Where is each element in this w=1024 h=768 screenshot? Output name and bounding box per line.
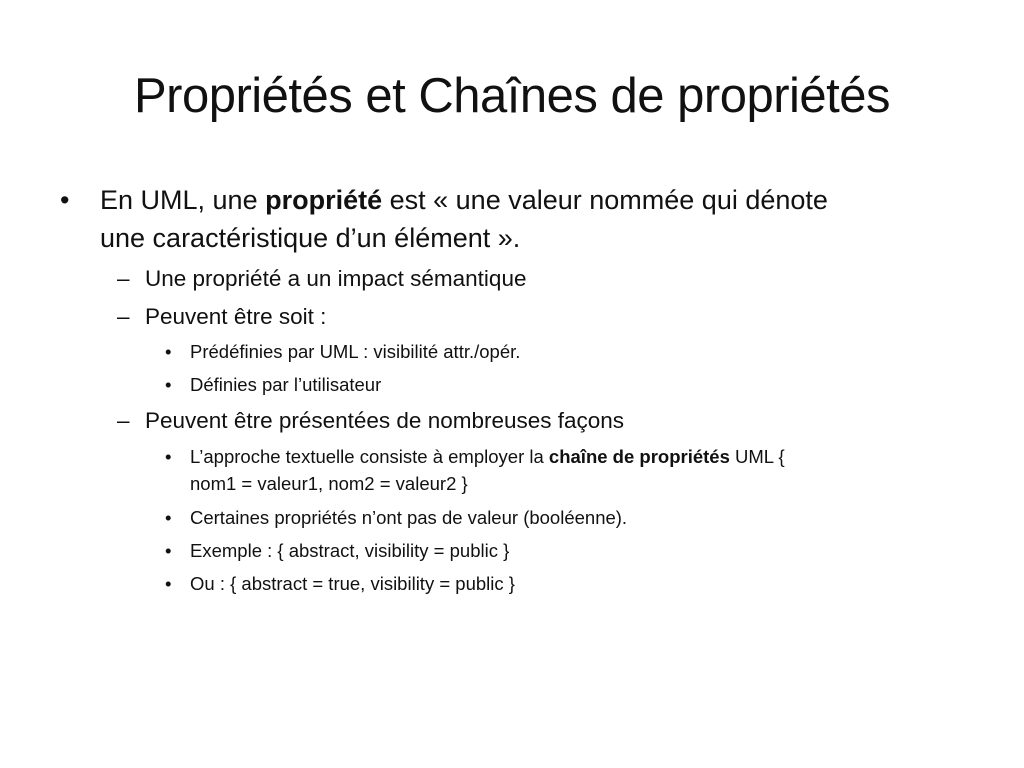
dash-marker: – — [117, 266, 130, 291]
dash-marker: – — [117, 304, 130, 329]
bullet-l2-impact: Une propriété a un impact sémantique — [145, 266, 527, 291]
bullet-marker: • — [165, 341, 172, 362]
slide-title: Propriétés et Chaînes de propriétés — [133, 69, 891, 123]
text: En UML, une — [100, 185, 266, 215]
bullet-l3-certaines: Certaines propriétés n’ont pas de valeur (booléenne). — [190, 507, 628, 528]
bullet-l3-exemple: Exemple : { abstract, visibility = public } — [190, 540, 510, 561]
keyword-propriete: propriété — [265, 185, 383, 215]
text: est « une valeur nommée qui dénote — [382, 185, 828, 215]
dash-marker: – — [117, 408, 130, 433]
text: UML { — [729, 446, 785, 467]
text: L’approche textuelle consiste à employer la — [190, 446, 549, 467]
bullet-l2-peuvent-etre-soit: Peuvent être soit : — [145, 304, 327, 329]
bullet-marker: • — [165, 573, 172, 594]
bullet-l3-definies: Définies par l’utilisateur — [190, 374, 382, 395]
bullet-l3-ou: Ou : { abstract = true, visibility = public } — [190, 573, 515, 594]
bullet-marker: • — [60, 185, 70, 215]
bullet-l3-approche-line2: nom1 = valeur1, nom2 = valeur2 } — [190, 473, 468, 494]
bullet-l1-line2: une caractéristique d’un élément ». — [100, 223, 521, 253]
bullet-marker: • — [165, 374, 172, 395]
keyword-chaine-de-proprietes: chaîne de propriétés — [548, 446, 730, 467]
bullet-l3-predefinies: Prédéfinies par UML : visibilité attr./opér. — [190, 341, 521, 362]
bullet-l1-line1 — [100, 182, 828, 219]
bullet-l3-approche-line1 — [190, 444, 785, 470]
bullet-marker: • — [165, 507, 172, 528]
bullet-l2-presentees: Peuvent être présentées de nombreuses façons — [145, 408, 625, 433]
bullet-marker: • — [165, 446, 172, 467]
bullet-marker: • — [165, 540, 172, 561]
